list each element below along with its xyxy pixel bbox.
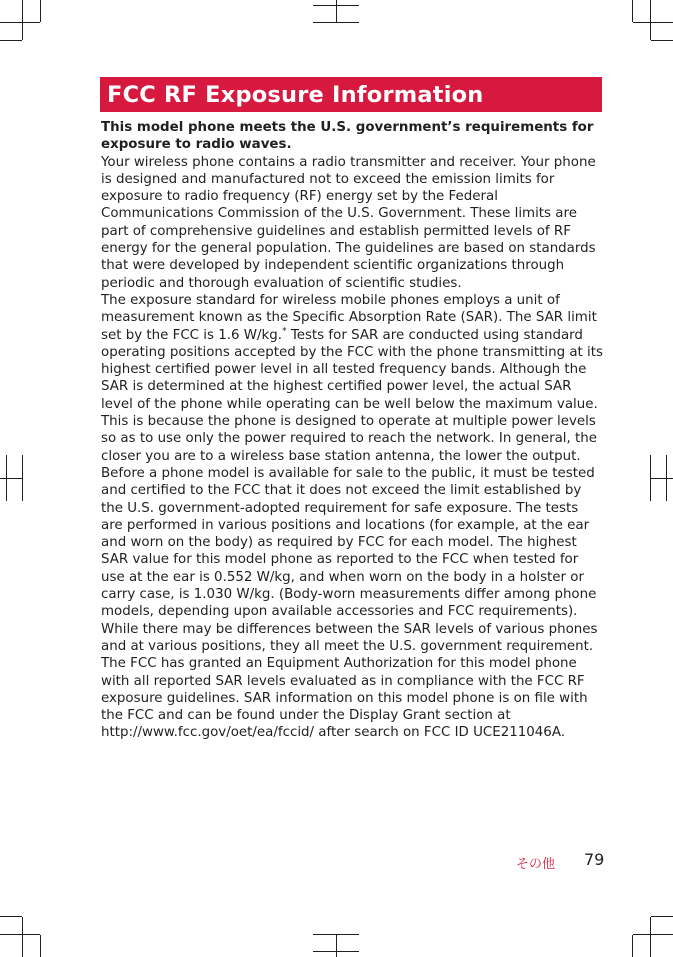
crop-mark bbox=[0, 22, 40, 23]
crop-mark bbox=[22, 455, 23, 501]
paragraph-text: The exposure standard for wireless mobile phones employs a unit of measurement known as the Specific Absorption Rate (SAR). The SAR limit set by the FCC is 1.6 W/kg. bbox=[101, 292, 597, 343]
crop-mark bbox=[0, 934, 40, 935]
crop-mark bbox=[633, 934, 673, 935]
paragraph: Before a phone model is available for sale to the public, it must be tested and certified to the FCC that it does not exceed the limit established by the U.S. government-adopted requirement for safe exposure. The tests are performed in various positions and locations (for example, at the ear and worn on the body) as required by FCC for each model. The highest SAR value for this model phone as reported to the FCC when tested for use at the ear is 0.552 W/kg, and when worn on the body in a holster or carry case, is 1.030 W/kg. (Body-worn measurements differ among phone models, depending upon available accessories and FCC requirements). While there may be differences between the SAR levels of various phones and at various positions, they all meet the U.S. government requirement. bbox=[101, 465, 598, 654]
crop-mark bbox=[651, 478, 673, 479]
crop-mark bbox=[651, 916, 673, 917]
footnote-marker: * bbox=[282, 326, 287, 337]
crop-mark bbox=[40, 0, 41, 22]
crop-mark bbox=[336, 935, 337, 957]
footer-section-label: その他 bbox=[516, 857, 556, 872]
crop-mark bbox=[633, 22, 673, 23]
crop-mark bbox=[336, 0, 337, 22]
crop-mark bbox=[650, 0, 651, 40]
crop-mark bbox=[632, 0, 633, 22]
section-header-bar bbox=[100, 77, 602, 112]
crop-mark bbox=[22, 917, 23, 957]
paragraph bbox=[101, 292, 604, 465]
paragraph: Your wireless phone contains a radio transmitter and receiver. Your phone is designed and manufactured not to exceed the emission limits for exposure to radio frequency (RF) energy set by the Federal Communications Commission of the U.S. Government. These limits are part of comprehensive guidelines and establish permitted levels of RF energy for the general population. The guidelines are based on standards that were developed by independent scientific organizations through periodic and thorough evaluation of scientific studies. bbox=[101, 154, 596, 291]
crop-mark bbox=[313, 22, 359, 23]
crop-mark bbox=[650, 917, 651, 957]
crop-mark bbox=[0, 478, 22, 479]
crop-mark bbox=[632, 935, 633, 957]
crop-mark bbox=[651, 40, 673, 41]
paragraph-text: Tests for SAR are conducted using standard operating positions accepted by the FCC with the phone transmitting at its highest certified power level in all tested frequency bands. Although the SAR is determined at the highest certified power level, the actual SAR level of the phone while operating can be well below the maximum value. This is because the phone is designed to operate at multiple power levels so as to use only the power required to reach the network. In general, the closer you are to a wireless base station antenna, the lower the output. bbox=[101, 327, 603, 464]
crop-mark bbox=[22, 0, 23, 40]
paragraph: The FCC has granted an Equipment Authorization for this model phone with all reported SAR levels evaluated as in compliance with the FCC RF exposure guidelines. SAR information on this model phone is on file with the FCC and can be found under the Display Grant section at http://www.fcc.gov/oet/ea/fccid/ after search on FCC ID UCE211046A. bbox=[101, 656, 588, 741]
document-body bbox=[101, 119, 604, 742]
crop-mark bbox=[0, 40, 22, 41]
lead-paragraph: This model phone meets the U.S. government’s requirements for exposure to radio waves. bbox=[101, 120, 594, 153]
crop-mark bbox=[40, 935, 41, 957]
crop-mark bbox=[650, 455, 651, 501]
crop-mark bbox=[0, 916, 22, 917]
crop-mark bbox=[313, 934, 359, 935]
page-number: 79 bbox=[584, 850, 605, 869]
page-title: FCC RF Exposure Information bbox=[107, 81, 484, 108]
